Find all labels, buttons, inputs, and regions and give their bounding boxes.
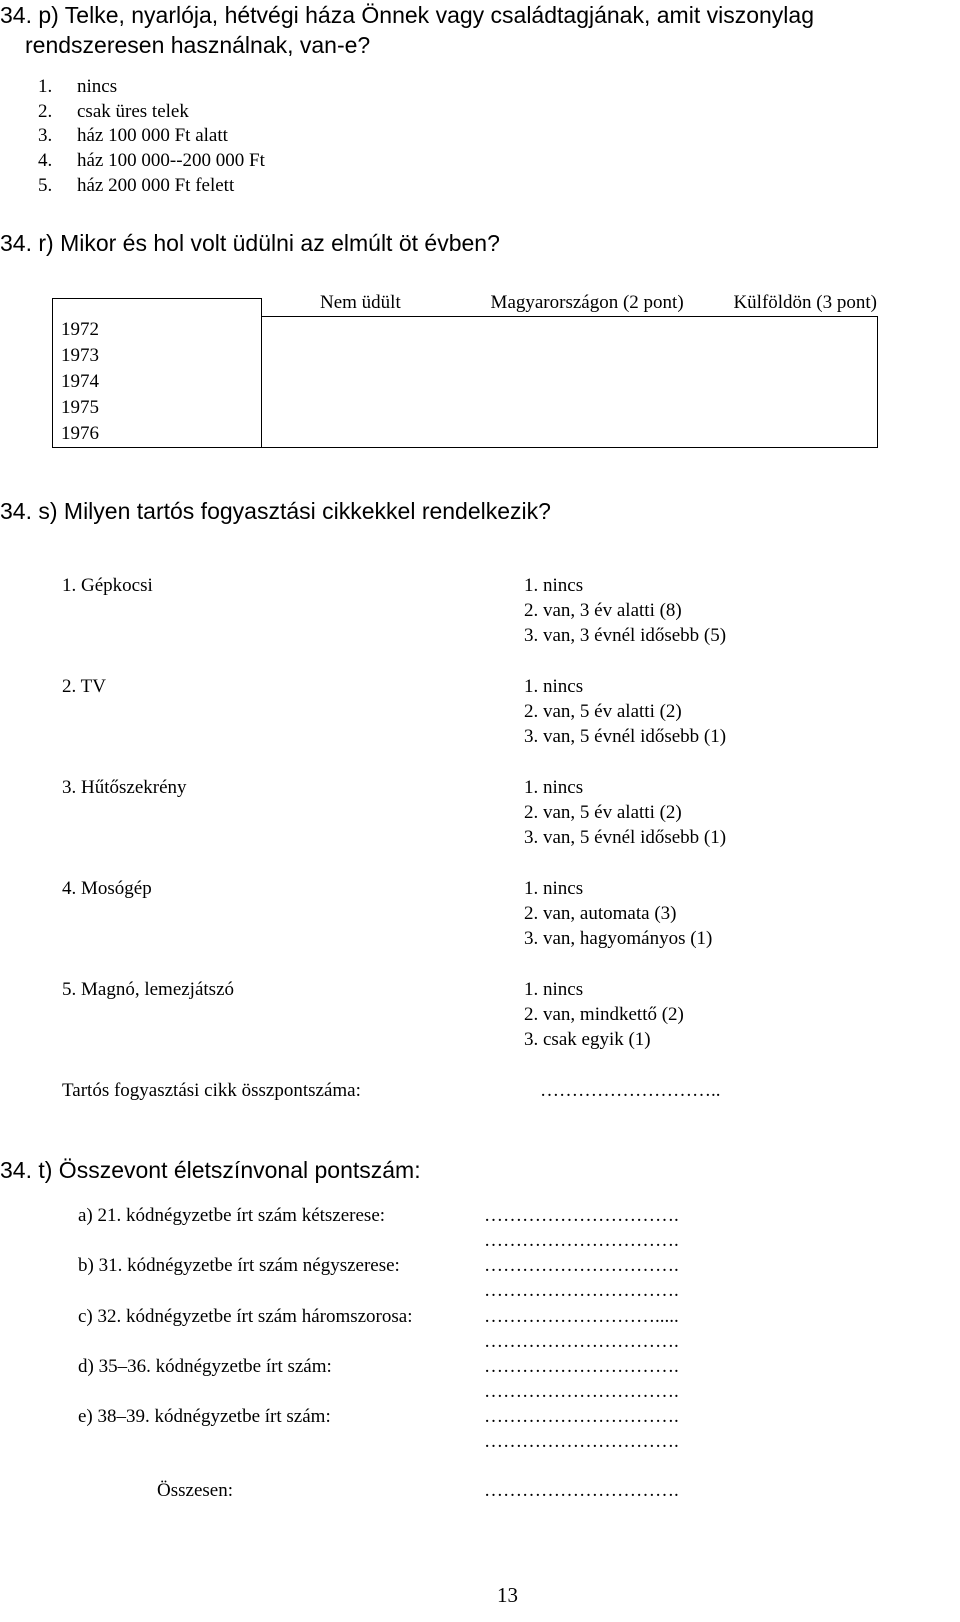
q34p-option-num: 5. (38, 175, 53, 196)
q34p-title-line1: 34. p) Telke, nyarlója, hétvégi háza Önnek vagy családtagjának, amit viszonylag (0, 2, 814, 28)
score-fill-in[interactable]: …………………………. (484, 1255, 679, 1276)
vacation-table (52, 291, 878, 448)
q34p-option-label: ház 100 000--200 000 Ft (77, 150, 265, 171)
q34r-title: 34. r) Mikor és hol volt üdülni az elmúlt öt évben? (0, 230, 500, 256)
q34p-option-num: 4. (38, 150, 53, 171)
score-fill-in[interactable]: …………………………. (484, 1406, 679, 1427)
item-option: 1. nincs (524, 979, 584, 1000)
score-row-label: a) 21. kódnégyzetbe írt szám kétszerese: (78, 1205, 386, 1226)
q34p-option-num: 2. (38, 101, 53, 122)
q34s-title: 34. s) Milyen tartós fogyasztási cikkekkel rendelkezik? (0, 498, 551, 524)
q34p-option-label: csak üres telek (77, 101, 189, 122)
year-label: 1976 (61, 423, 99, 444)
score-row-label: d) 35–36. kódnégyzetbe írt szám: (78, 1356, 332, 1377)
item-option: 3. van, 5 évnél idősebb (1) (524, 827, 727, 848)
item-option: 3. van, hagyományos (1) (524, 928, 713, 949)
item-option: 1. nincs (524, 777, 584, 798)
column-header-abroad: Külföldön (3 pont) (733, 291, 877, 313)
item-option: 3. van, 3 évnél idősebb (5) (524, 625, 727, 646)
item-label: 5. Magnó, lemezjátszó (62, 979, 235, 1000)
total-fill-in[interactable]: ……………………….. (540, 1080, 721, 1101)
year-label: 1975 (61, 397, 99, 418)
score-fill-in[interactable]: …………………………. (484, 1381, 679, 1402)
item-option: 1. nincs (524, 575, 584, 596)
q34t-title: 34. t) Összevont életszínvonal pontszám: (0, 1157, 421, 1183)
item-label: 3. Hűtőszekrény (62, 777, 187, 798)
q34p-option-label: ház 100 000 Ft alatt (77, 125, 228, 146)
column-header-no-vacation: Nem üdült (320, 291, 401, 313)
item-option: 2. van, 5 év alatti (2) (524, 802, 682, 823)
item-option: 1. nincs (524, 676, 584, 697)
item-option: 1. nincs (524, 878, 584, 899)
score-fill-in[interactable]: …………………………. (484, 1356, 679, 1377)
q34p-option-label: ház 200 000 Ft felett (77, 175, 235, 196)
year-label: 1972 (61, 319, 99, 340)
item-option: 2. van, mindkettő (2) (524, 1004, 684, 1025)
item-option: 3. van, 5 évnél idősebb (1) (524, 726, 727, 747)
score-fill-in[interactable]: …………………………. (484, 1230, 679, 1251)
q34p-option-num: 3. (38, 125, 53, 146)
score-fill-in[interactable]: …………………………. (484, 1331, 679, 1352)
item-option: 3. csak egyik (1) (524, 1029, 651, 1050)
score-fill-in[interactable]: ………………………..... (484, 1306, 679, 1327)
total-label: Tartós fogyasztási cikk összpontszáma: (62, 1080, 361, 1101)
column-header-hungary: Magyarországon (2 pont) (490, 291, 684, 313)
q34p-title-line2: rendszeresen használnak, van-e? (25, 32, 371, 58)
year-label: 1974 (61, 371, 99, 392)
score-fill-in[interactable]: …………………………. (484, 1205, 679, 1226)
score-fill-in[interactable]: …………………………. (484, 1431, 679, 1452)
sum-label: Összesen: (157, 1480, 233, 1501)
score-row-label: c) 32. kódnégyzetbe írt szám háromszorosa: (78, 1306, 413, 1327)
item-option: 2. van, 5 év alatti (2) (524, 701, 682, 722)
item-label: 4. Mosógép (62, 878, 152, 899)
item-label: 2. TV (62, 676, 106, 697)
item-option: 2. van, automata (3) (524, 903, 677, 924)
page-number: 13 (497, 1583, 518, 1607)
item-option: 2. van, 3 év alatti (8) (524, 600, 682, 621)
answer-area[interactable] (262, 316, 878, 447)
q34p-option-num: 1. (38, 76, 53, 97)
score-row-label: e) 38–39. kódnégyzetbe írt szám: (78, 1406, 331, 1427)
item-label: 1. Gépkocsi (62, 575, 153, 596)
score-fill-in[interactable]: …………………………. (484, 1280, 679, 1301)
year-label: 1973 (61, 345, 99, 366)
year-column (53, 299, 262, 448)
q34p-option-label: nincs (77, 76, 118, 97)
score-row-label: b) 31. kódnégyzetbe írt szám négyszerese: (78, 1255, 400, 1276)
sum-fill-in[interactable]: …………………………. (484, 1480, 679, 1501)
header-cell (262, 291, 878, 317)
